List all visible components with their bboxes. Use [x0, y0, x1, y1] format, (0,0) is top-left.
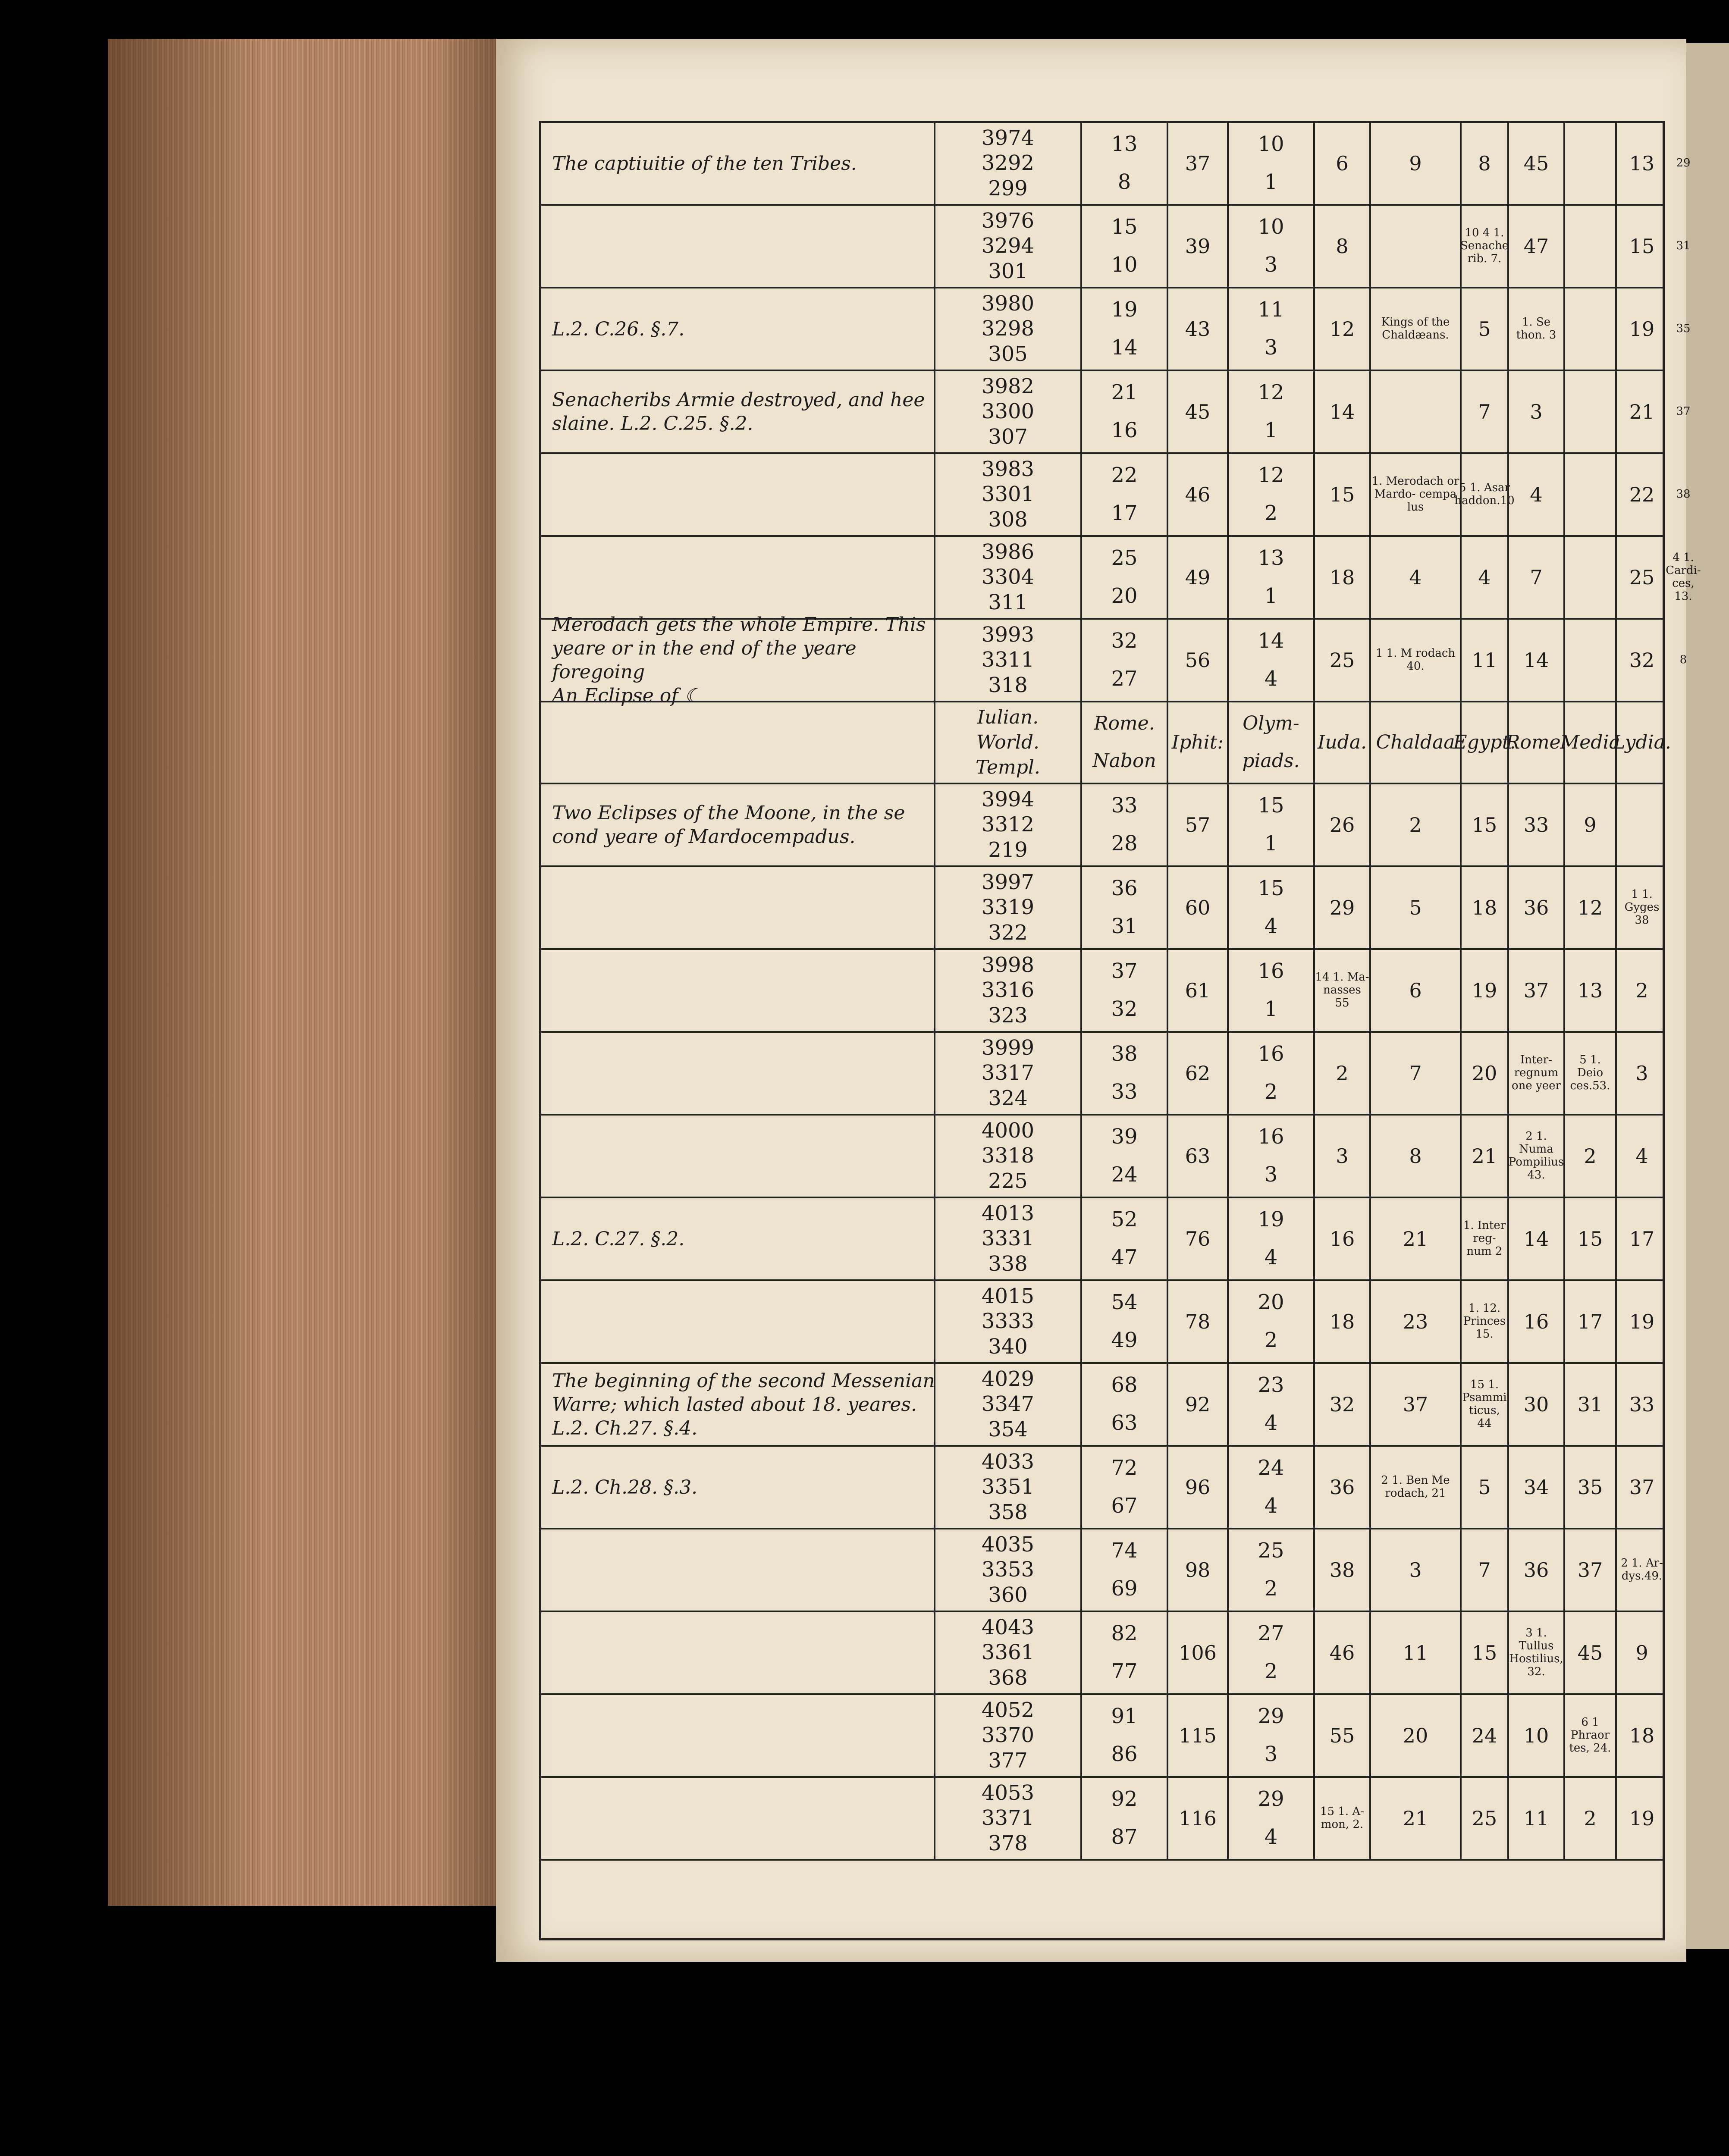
rome-nabon-cell: 54 49 — [1080, 1281, 1167, 1362]
reign-cell — [1563, 537, 1615, 618]
row-note — [552, 206, 940, 287]
year-cell: 3976 3294 301 — [934, 206, 1080, 287]
reign-cell: 11 — [1460, 620, 1507, 701]
reign-cell: 38 — [1313, 1529, 1369, 1611]
table-row — [541, 1447, 1663, 1529]
year-cell: 3986 3304 311 — [934, 537, 1080, 618]
iphit-cell: 106 — [1167, 1612, 1227, 1693]
olympiad-cell: 10 3 — [1227, 206, 1313, 287]
row-note — [552, 1529, 940, 1611]
reign-cell: 4 — [1507, 454, 1563, 535]
rome-nabon-cell: 13 8 — [1080, 123, 1167, 204]
reign-cell: 20 — [1369, 1695, 1460, 1776]
reign-cell: 11 — [1369, 1612, 1460, 1693]
reign-cell: 15 — [1460, 1612, 1507, 1693]
year-cell: 4013 3331 338 — [934, 1198, 1080, 1279]
header-iuda: Iuda. — [1313, 702, 1369, 783]
reign-cell: 3 — [1507, 371, 1563, 452]
reign-cell: 6 — [1313, 123, 1369, 204]
year-cell: 3997 3319 322 — [934, 867, 1080, 948]
reign-cell: 5 — [1369, 867, 1460, 948]
reign-cell: 19 — [1615, 1778, 1667, 1859]
reign-cell: 33 — [1507, 784, 1563, 865]
reign-cell — [1563, 620, 1615, 701]
reign-cell: 1. 12. Princes 15. — [1460, 1281, 1507, 1362]
rome-nabon-cell: 36 31 — [1080, 867, 1167, 948]
row-note — [552, 537, 940, 618]
reign-cell: 8 — [1313, 206, 1369, 287]
row-note — [552, 1778, 940, 1859]
margin-cell: 29 — [1676, 157, 1691, 170]
reign-cell: 21 — [1369, 1778, 1460, 1859]
reign-cell: 14 — [1313, 371, 1369, 452]
year-cell: 4029 3347 354 — [934, 1364, 1080, 1445]
reign-cell: 10 — [1507, 1695, 1563, 1776]
iphit-cell: 115 — [1167, 1695, 1227, 1776]
olympiad-cell: 29 4 — [1227, 1778, 1313, 1859]
row-note — [552, 1695, 940, 1776]
rome-nabon-cell: 37 32 — [1080, 950, 1167, 1031]
reign-cell: 7 — [1507, 537, 1563, 618]
table-row — [541, 1695, 1663, 1778]
reign-cell — [1563, 454, 1615, 535]
table-row — [541, 1364, 1663, 1447]
reign-cell: 5 — [1460, 288, 1507, 370]
olympiad-cell: 12 1 — [1227, 371, 1313, 452]
reign-cell: 2 — [1563, 1778, 1615, 1859]
iphit-cell: 61 — [1167, 950, 1227, 1031]
table-row — [541, 537, 1701, 620]
reign-cell: 15 1. A- mon, 2. — [1313, 1778, 1369, 1859]
row-note: Merodach gets the whole Empire. This yeare or in the end of the yeare foregoing An Eclipse of ☾ — [552, 614, 926, 707]
header-rome: Rome. — [1507, 702, 1563, 783]
year-cell: 3999 3317 324 — [934, 1033, 1080, 1114]
header-iphit: Iphit: — [1167, 702, 1227, 783]
reign-cell: 29 — [1313, 867, 1369, 948]
iphit-cell: 116 — [1167, 1778, 1227, 1859]
reign-cell: 6 — [1369, 950, 1460, 1031]
reign-cell: 16 — [1313, 1198, 1369, 1279]
reign-cell: 25 — [1615, 537, 1667, 618]
reign-cell: 17 — [1615, 1198, 1667, 1279]
table-row — [541, 1612, 1663, 1695]
iphit-cell: 49 — [1167, 537, 1227, 618]
reign-cell: 34 — [1507, 1447, 1563, 1528]
rome-nabon-cell: 91 86 — [1080, 1695, 1167, 1776]
row-note: The captiuitie of the ten Tribes. — [552, 152, 857, 175]
iphit-cell: 37 — [1167, 123, 1227, 204]
table-row — [541, 1198, 1663, 1281]
book-edge-shadow — [108, 39, 539, 1906]
reign-cell: 33 — [1615, 1364, 1667, 1445]
row-note — [552, 1612, 940, 1693]
reign-cell: 15 — [1615, 206, 1667, 287]
reign-cell: 14 1. Ma- nasses 55 — [1313, 950, 1369, 1031]
reign-cell: 14 — [1507, 620, 1563, 701]
reign-cell: 1 1. M rodach 40. — [1369, 620, 1460, 701]
reign-cell: 32 — [1615, 620, 1667, 701]
reign-cell: 36 — [1313, 1447, 1369, 1528]
reign-cell: 2 1. Ben Me rodach, 21 — [1369, 1447, 1460, 1528]
rome-nabon-cell: 82 77 — [1080, 1612, 1167, 1693]
reign-cell: 15 — [1563, 1198, 1615, 1279]
rome-nabon-cell: 92 87 — [1080, 1778, 1167, 1859]
olympiad-cell: 16 2 — [1227, 1033, 1313, 1114]
row-note: L.2. C.26. §.7. — [552, 318, 685, 340]
reign-cell — [1369, 206, 1460, 287]
rome-nabon-cell: 72 67 — [1080, 1447, 1167, 1528]
reign-cell: 12 — [1563, 867, 1615, 948]
reign-cell: 1. Se thon. 3 — [1507, 288, 1563, 370]
iphit-cell: 78 — [1167, 1281, 1227, 1362]
header-years: Iulian. World. Templ. — [934, 702, 1080, 783]
table-row — [541, 1033, 1663, 1116]
reign-cell: 8 — [1460, 123, 1507, 204]
rome-nabon-cell: 38 33 — [1080, 1033, 1167, 1114]
reign-cell: 15 1. Psammi ticus, 44 — [1460, 1364, 1507, 1445]
iphit-cell: 46 — [1167, 454, 1227, 535]
year-cell: 3983 3301 308 — [934, 454, 1080, 535]
iphit-cell: 45 — [1167, 371, 1227, 452]
reign-cell: 19 — [1615, 1281, 1667, 1362]
header-row — [541, 702, 1671, 784]
reign-cell: 7 — [1460, 1529, 1507, 1611]
table-row — [541, 288, 1691, 371]
header-media: Media — [1563, 702, 1615, 783]
reign-cell: 1. Inter reg- num 2 — [1460, 1198, 1507, 1279]
reign-cell: 13 — [1615, 123, 1667, 204]
reign-cell: 46 — [1313, 1612, 1369, 1693]
table-row — [541, 371, 1691, 454]
year-cell: 3980 3298 305 — [934, 288, 1080, 370]
rome-nabon-cell: 21 16 — [1080, 371, 1167, 452]
iphit-cell: 63 — [1167, 1116, 1227, 1197]
reign-cell: 6 1 Phraor tes, 24. — [1563, 1695, 1615, 1776]
iphit-cell: 39 — [1167, 206, 1227, 287]
reign-cell: 2 1. Ar- dys.49. — [1615, 1529, 1667, 1611]
reign-cell: 7 — [1460, 371, 1507, 452]
reign-cell: 55 — [1313, 1695, 1369, 1776]
reign-cell: 10 4 1. Senache rib. 7. — [1460, 206, 1507, 287]
reign-cell: 23 — [1369, 1281, 1460, 1362]
reign-cell: Inter- regnum one yeer — [1507, 1033, 1563, 1114]
reign-cell: 18 — [1313, 1281, 1369, 1362]
table-row — [541, 867, 1663, 950]
reign-cell: 1. Merodach or Mardo- cempa lus — [1369, 454, 1460, 535]
chronology-table — [539, 121, 1701, 1940]
reign-cell: 37 — [1615, 1447, 1667, 1528]
rome-nabon-cell: 39 24 — [1080, 1116, 1167, 1197]
table-row — [541, 784, 1663, 867]
rome-nabon-cell: 33 28 — [1080, 784, 1167, 865]
iphit-cell: 96 — [1167, 1447, 1227, 1528]
reign-cell: 15 — [1313, 454, 1369, 535]
olympiad-cell: 24 4 — [1227, 1447, 1313, 1528]
reign-cell — [1563, 371, 1615, 452]
row-note: L.2. C.27. §.2. — [552, 1228, 685, 1250]
reign-cell: 9 — [1369, 123, 1460, 204]
margin-cell: 35 — [1676, 322, 1691, 335]
year-cell: 4035 3353 360 — [934, 1529, 1080, 1611]
iphit-cell: 76 — [1167, 1198, 1227, 1279]
header-rome-nabon: Rome. Nabon — [1080, 702, 1167, 783]
header-egypt: Egypt. — [1460, 702, 1507, 783]
margin-cell: 31 — [1676, 239, 1691, 253]
rome-nabon-cell: 74 69 — [1080, 1529, 1167, 1611]
table-row — [541, 454, 1691, 537]
table-row — [541, 1281, 1663, 1364]
row-note — [552, 867, 940, 948]
table-row — [541, 1529, 1663, 1612]
rome-nabon-cell: 25 20 — [1080, 537, 1167, 618]
olympiad-cell: 19 4 — [1227, 1198, 1313, 1279]
row-note — [552, 1033, 940, 1114]
reign-cell: 9 — [1615, 1612, 1667, 1693]
reign-cell: 3 1. Tullus Hostilius, 32. — [1507, 1612, 1563, 1693]
reign-cell: 37 — [1507, 950, 1563, 1031]
reign-cell: 25 — [1460, 1778, 1507, 1859]
chronology-page — [496, 39, 1701, 1962]
reign-cell — [1563, 123, 1615, 204]
year-cell: 4052 3370 377 — [934, 1695, 1080, 1776]
iphit-cell: 60 — [1167, 867, 1227, 948]
reign-cell: 1 1. Gyges 38 — [1615, 867, 1667, 948]
reign-cell: 3 — [1369, 1529, 1460, 1611]
reign-cell: 13 — [1563, 950, 1615, 1031]
iphit-cell: 56 — [1167, 620, 1227, 701]
reign-cell: 21 — [1460, 1116, 1507, 1197]
year-cell: 3974 3292 299 — [934, 123, 1080, 204]
rome-nabon-cell: 52 47 — [1080, 1198, 1167, 1279]
olympiad-cell: 29 3 — [1227, 1695, 1313, 1776]
table-row — [541, 1116, 1663, 1198]
reign-cell: 18 — [1615, 1695, 1667, 1776]
rome-nabon-cell: 19 14 — [1080, 288, 1167, 370]
margin-cell: 38 — [1676, 488, 1691, 501]
reign-cell: 11 — [1507, 1778, 1563, 1859]
reign-cell — [1563, 288, 1615, 370]
year-cell: 4000 3318 225 — [934, 1116, 1080, 1197]
reign-cell: 30 — [1507, 1364, 1563, 1445]
year-cell: 3993 3311 318 — [934, 620, 1080, 701]
reign-cell: 2 — [1563, 1116, 1615, 1197]
reign-cell: 4 — [1615, 1116, 1667, 1197]
header-olympiads: Olym- piads. — [1227, 702, 1313, 783]
reign-cell: 8 — [1369, 1116, 1460, 1197]
margin-cell: 4 1. Cardi- ces, 13. — [1666, 551, 1701, 603]
margin-cell: 37 — [1676, 405, 1691, 418]
olympiad-cell: 27 2 — [1227, 1612, 1313, 1693]
reign-cell: 4 — [1369, 537, 1460, 618]
row-note — [552, 950, 940, 1031]
reign-cell: 19 — [1615, 288, 1667, 370]
table-row — [541, 123, 1691, 206]
reign-cell — [1369, 371, 1460, 452]
reign-cell: 37 — [1369, 1364, 1460, 1445]
reign-cell: 4 — [1460, 537, 1507, 618]
reign-cell: 19 — [1460, 950, 1507, 1031]
reign-cell: 35 — [1563, 1447, 1615, 1528]
reign-cell: 31 — [1563, 1364, 1615, 1445]
reign-cell: 45 — [1563, 1612, 1615, 1693]
year-cell: 4043 3361 368 — [934, 1612, 1080, 1693]
year-cell: 4033 3351 358 — [934, 1447, 1080, 1528]
year-cell: 3998 3316 323 — [934, 950, 1080, 1031]
reign-cell: 22 — [1615, 454, 1667, 535]
olympiad-cell: 14 4 — [1227, 620, 1313, 701]
reign-cell: 2 — [1313, 1033, 1369, 1114]
reign-cell: 3 — [1615, 1033, 1667, 1114]
reign-cell: 21 — [1369, 1198, 1460, 1279]
rome-nabon-cell: 32 27 — [1080, 620, 1167, 701]
row-note — [552, 1281, 940, 1362]
reign-cell: 20 — [1460, 1033, 1507, 1114]
iphit-cell: 62 — [1167, 1033, 1227, 1114]
reign-cell — [1563, 206, 1615, 287]
reign-cell: 15 — [1460, 784, 1507, 865]
row-note — [552, 1116, 940, 1197]
reign-cell: 2 1. Numa Pompilius 43. — [1507, 1116, 1563, 1197]
rome-nabon-cell: 15 10 — [1080, 206, 1167, 287]
reign-cell: Kings of the Chaldæans. — [1369, 288, 1460, 370]
reign-cell: 36 — [1507, 867, 1563, 948]
reign-cell: 32 — [1313, 1364, 1369, 1445]
table-row — [541, 1778, 1663, 1861]
reign-cell: 2 — [1615, 950, 1667, 1031]
reign-cell — [1615, 784, 1667, 865]
row-note: Two Eclipses of the Moone, in the se cond yeare of Mardocempadus. — [552, 802, 905, 848]
reign-cell: 21 — [1615, 371, 1667, 452]
rome-nabon-cell: 22 17 — [1080, 454, 1167, 535]
reign-cell: 7 — [1369, 1033, 1460, 1114]
reign-cell: 2 — [1369, 784, 1460, 865]
olympiad-cell: 13 1 — [1227, 537, 1313, 618]
reign-cell: 14 — [1507, 1198, 1563, 1279]
olympiad-cell: 20 2 — [1227, 1281, 1313, 1362]
iphit-cell: 43 — [1167, 288, 1227, 370]
table-row — [541, 950, 1663, 1033]
reign-cell: 37 — [1563, 1529, 1615, 1611]
reign-cell: 9 — [1563, 784, 1615, 865]
reign-cell: 12 — [1313, 288, 1369, 370]
reign-cell: 5 1. Deio ces.53. — [1563, 1033, 1615, 1114]
row-note — [552, 454, 940, 535]
margin-cell: 8 — [1679, 653, 1687, 667]
olympiad-cell: 15 4 — [1227, 867, 1313, 948]
olympiad-cell: 23 4 — [1227, 1364, 1313, 1445]
iphit-cell: 57 — [1167, 784, 1227, 865]
reign-cell: 5 1. Asar haddon.10 — [1460, 454, 1507, 535]
reign-cell: 17 — [1563, 1281, 1615, 1362]
reign-cell: 18 — [1460, 867, 1507, 948]
olympiad-cell: 11 3 — [1227, 288, 1313, 370]
olympiad-cell: 16 1 — [1227, 950, 1313, 1031]
reign-cell: 16 — [1507, 1281, 1563, 1362]
row-note: The beginning of the second Messenian Warre; which lasted about 18. yeares. L.2. Ch.27. §.4. — [552, 1369, 935, 1439]
olympiad-cell: 15 1 — [1227, 784, 1313, 865]
table-row — [541, 614, 1687, 707]
reign-cell: 24 — [1460, 1695, 1507, 1776]
reign-cell: 36 — [1507, 1529, 1563, 1611]
olympiad-cell: 25 2 — [1227, 1529, 1313, 1611]
year-cell: 4015 3333 340 — [934, 1281, 1080, 1362]
reign-cell: 5 — [1460, 1447, 1507, 1528]
header-lydia: Lydia. — [1615, 702, 1667, 783]
iphit-cell: 92 — [1167, 1364, 1227, 1445]
year-cell: 4053 3371 378 — [934, 1778, 1080, 1859]
olympiad-cell: 16 3 — [1227, 1116, 1313, 1197]
year-cell: 3994 3312 219 — [934, 784, 1080, 865]
olympiad-cell: 12 2 — [1227, 454, 1313, 535]
olympiad-cell: 10 1 — [1227, 123, 1313, 204]
reign-cell: 25 — [1313, 620, 1369, 701]
table-row — [541, 206, 1691, 288]
header-chaldaa: Chaldaa — [1369, 702, 1460, 783]
year-cell: 3982 3300 307 — [934, 371, 1080, 452]
row-note: Senacheribs Armie destroyed, and hee slaine. L.2. C.25. §.2. — [552, 389, 925, 435]
reign-cell: 45 — [1507, 123, 1563, 204]
iphit-cell: 98 — [1167, 1529, 1227, 1611]
reign-cell: 47 — [1507, 206, 1563, 287]
reign-cell: 26 — [1313, 784, 1369, 865]
reign-cell: 3 — [1313, 1116, 1369, 1197]
reign-cell: 18 — [1313, 537, 1369, 618]
row-note: L.2. Ch.28. §.3. — [552, 1476, 698, 1498]
rome-nabon-cell: 68 63 — [1080, 1364, 1167, 1445]
